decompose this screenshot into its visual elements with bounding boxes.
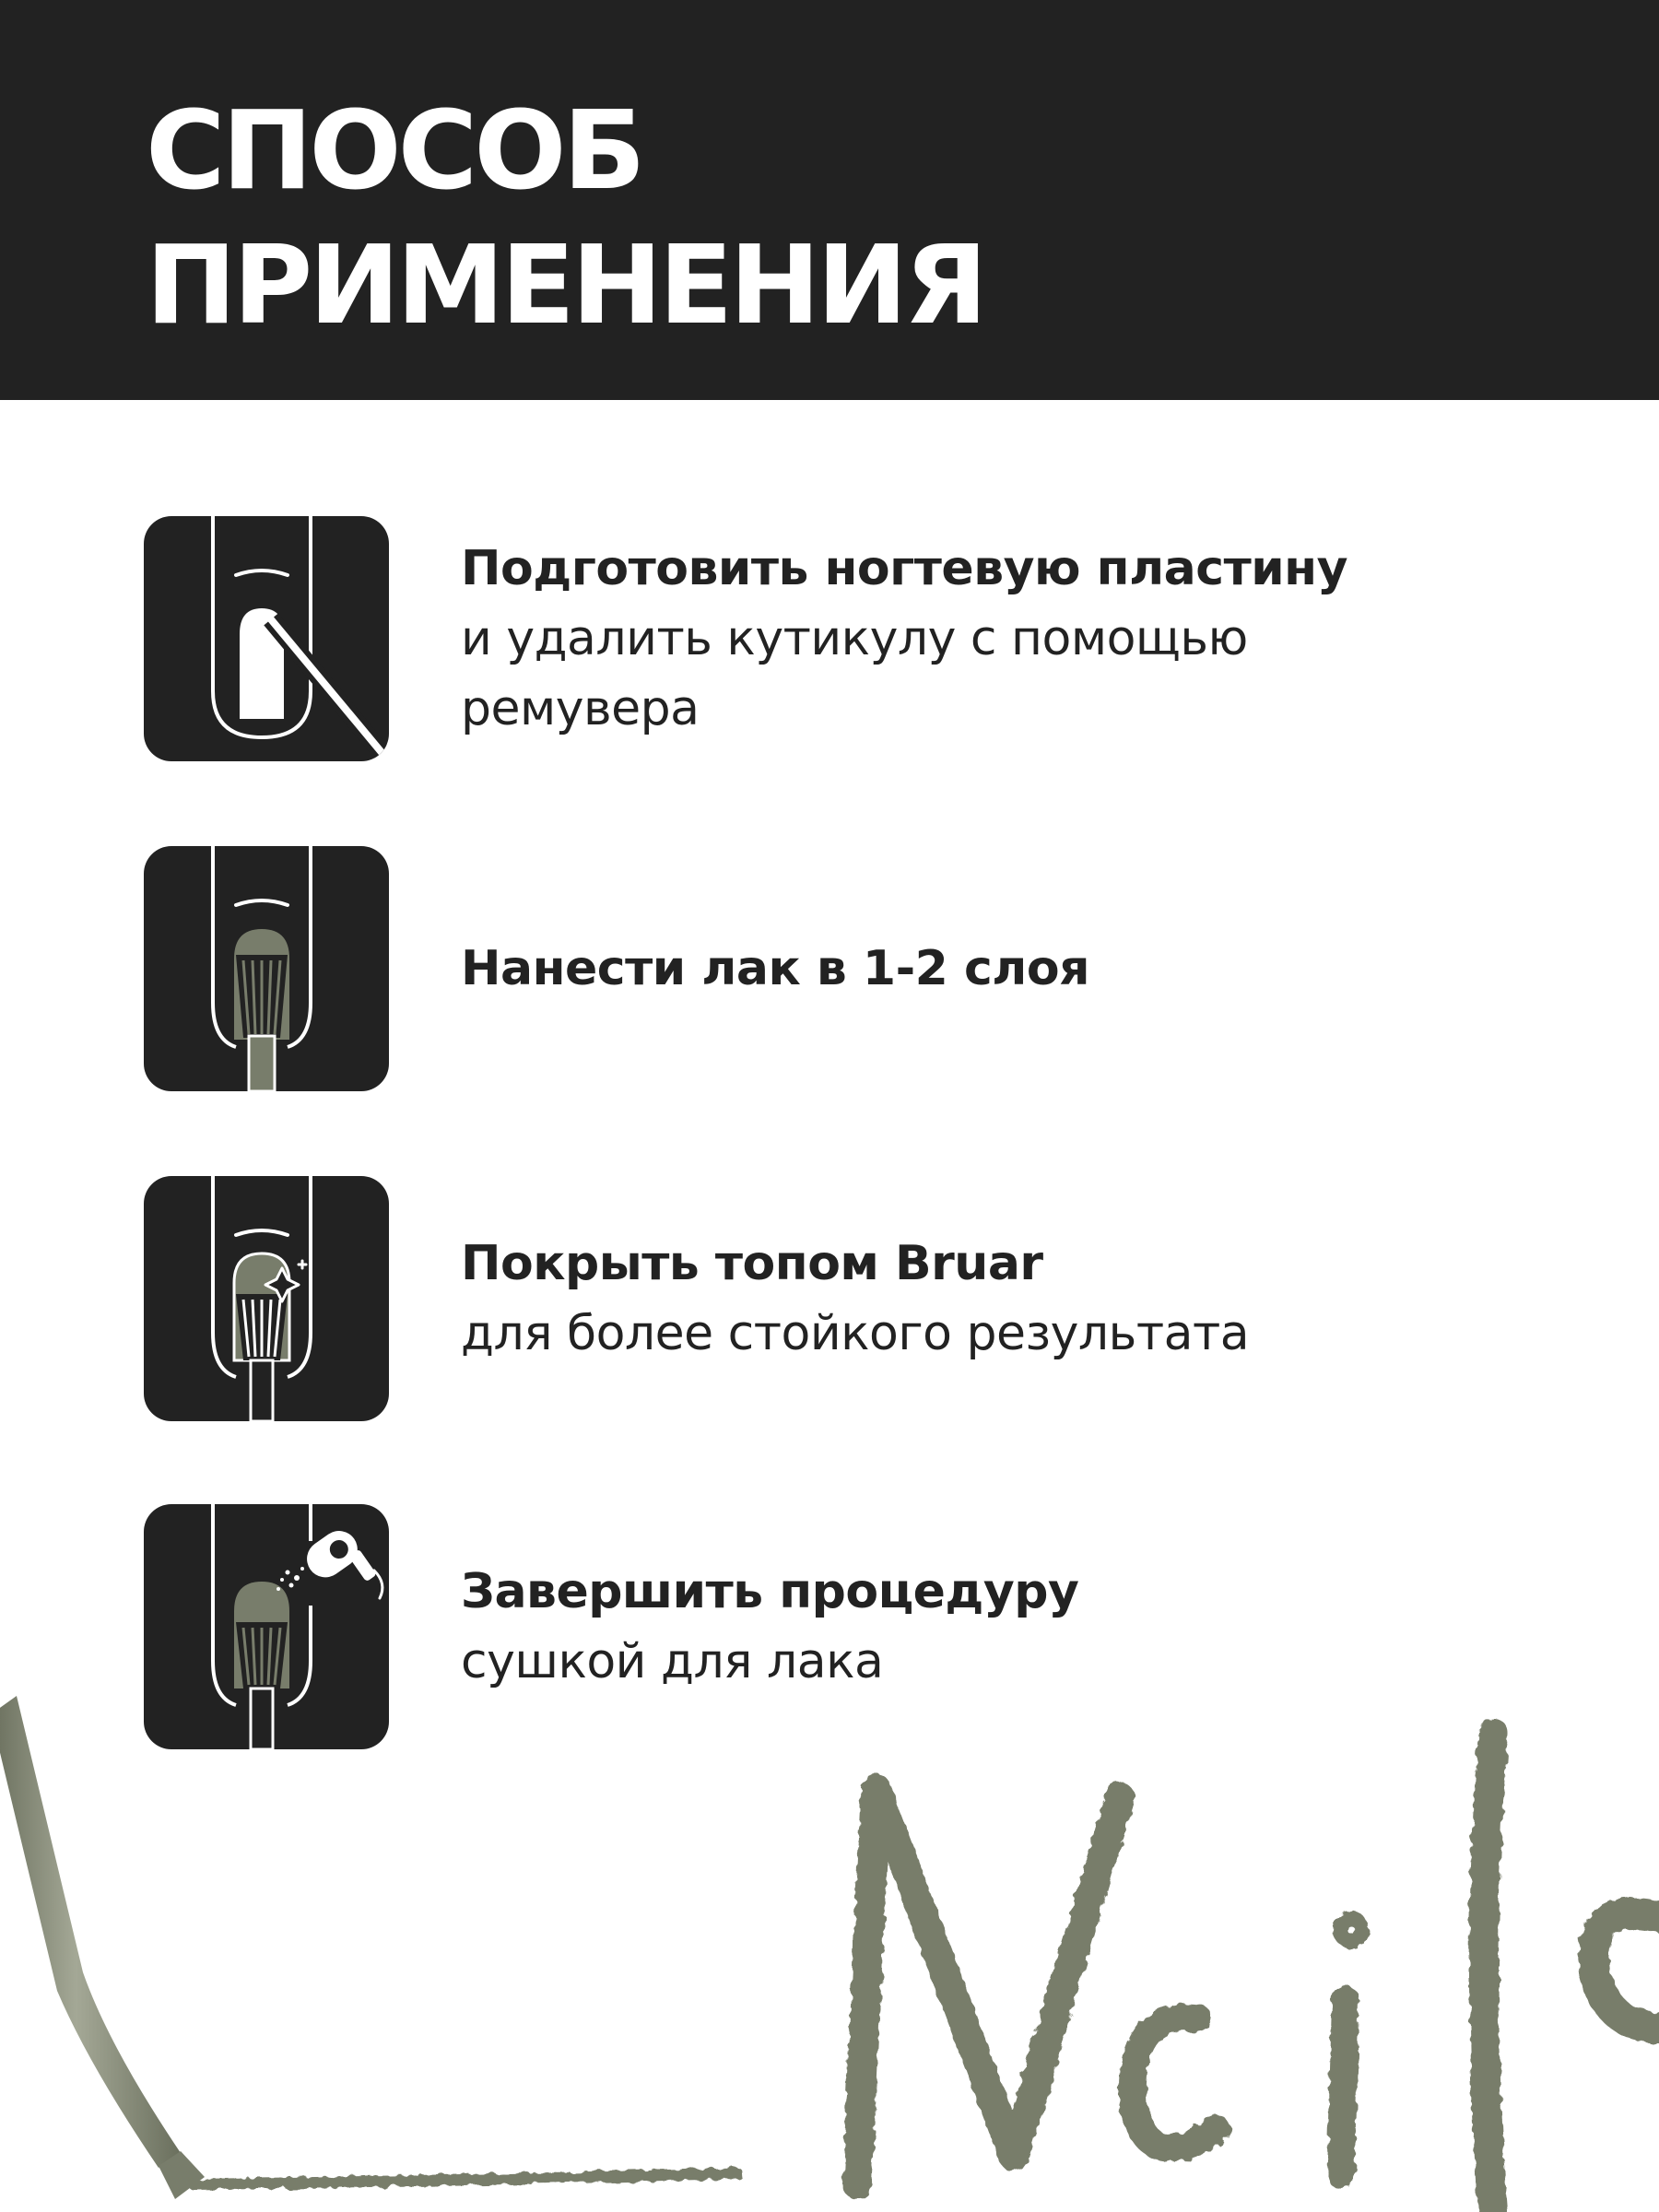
- page-title-line-2: ПРИМЕНЕНИЯ: [146, 221, 984, 348]
- step-prepare-nail: [144, 516, 1582, 763]
- step-4-line-1: сушкой для лака: [461, 1634, 884, 1689]
- nail-cuticle-remover-icon: [144, 516, 389, 761]
- step-1-line-2: ремувера: [461, 681, 700, 736]
- polish-brush-handle: [0, 1696, 205, 2199]
- step-3-title: Покрыть топом Bruar: [461, 1236, 1043, 1291]
- step-1-title: Подготовить ногтевую пластину: [461, 541, 1347, 596]
- step-2-title: Нанести лак в 1-2 слоя: [461, 941, 1089, 996]
- header-banner: [0, 0, 1659, 400]
- nail-top-coat-shine-icon: [144, 1176, 389, 1421]
- step-top-coat: [144, 1176, 1582, 1423]
- step-4-title: Завершить процедуру: [461, 1564, 1079, 1619]
- step-3-line-1: для более стойкого результата: [461, 1306, 1250, 1361]
- step-1-line-1: и удалить кутикулу с помощью: [461, 611, 1248, 666]
- page-title-line-1: СПОСОБ: [146, 87, 642, 214]
- step-apply-polish: [144, 846, 1582, 1093]
- nail-polish-brush-icon: [144, 846, 389, 1091]
- nails-handwriting: [194, 1733, 1659, 2212]
- nail-brush-handwriting-decoration: [0, 1696, 1659, 2212]
